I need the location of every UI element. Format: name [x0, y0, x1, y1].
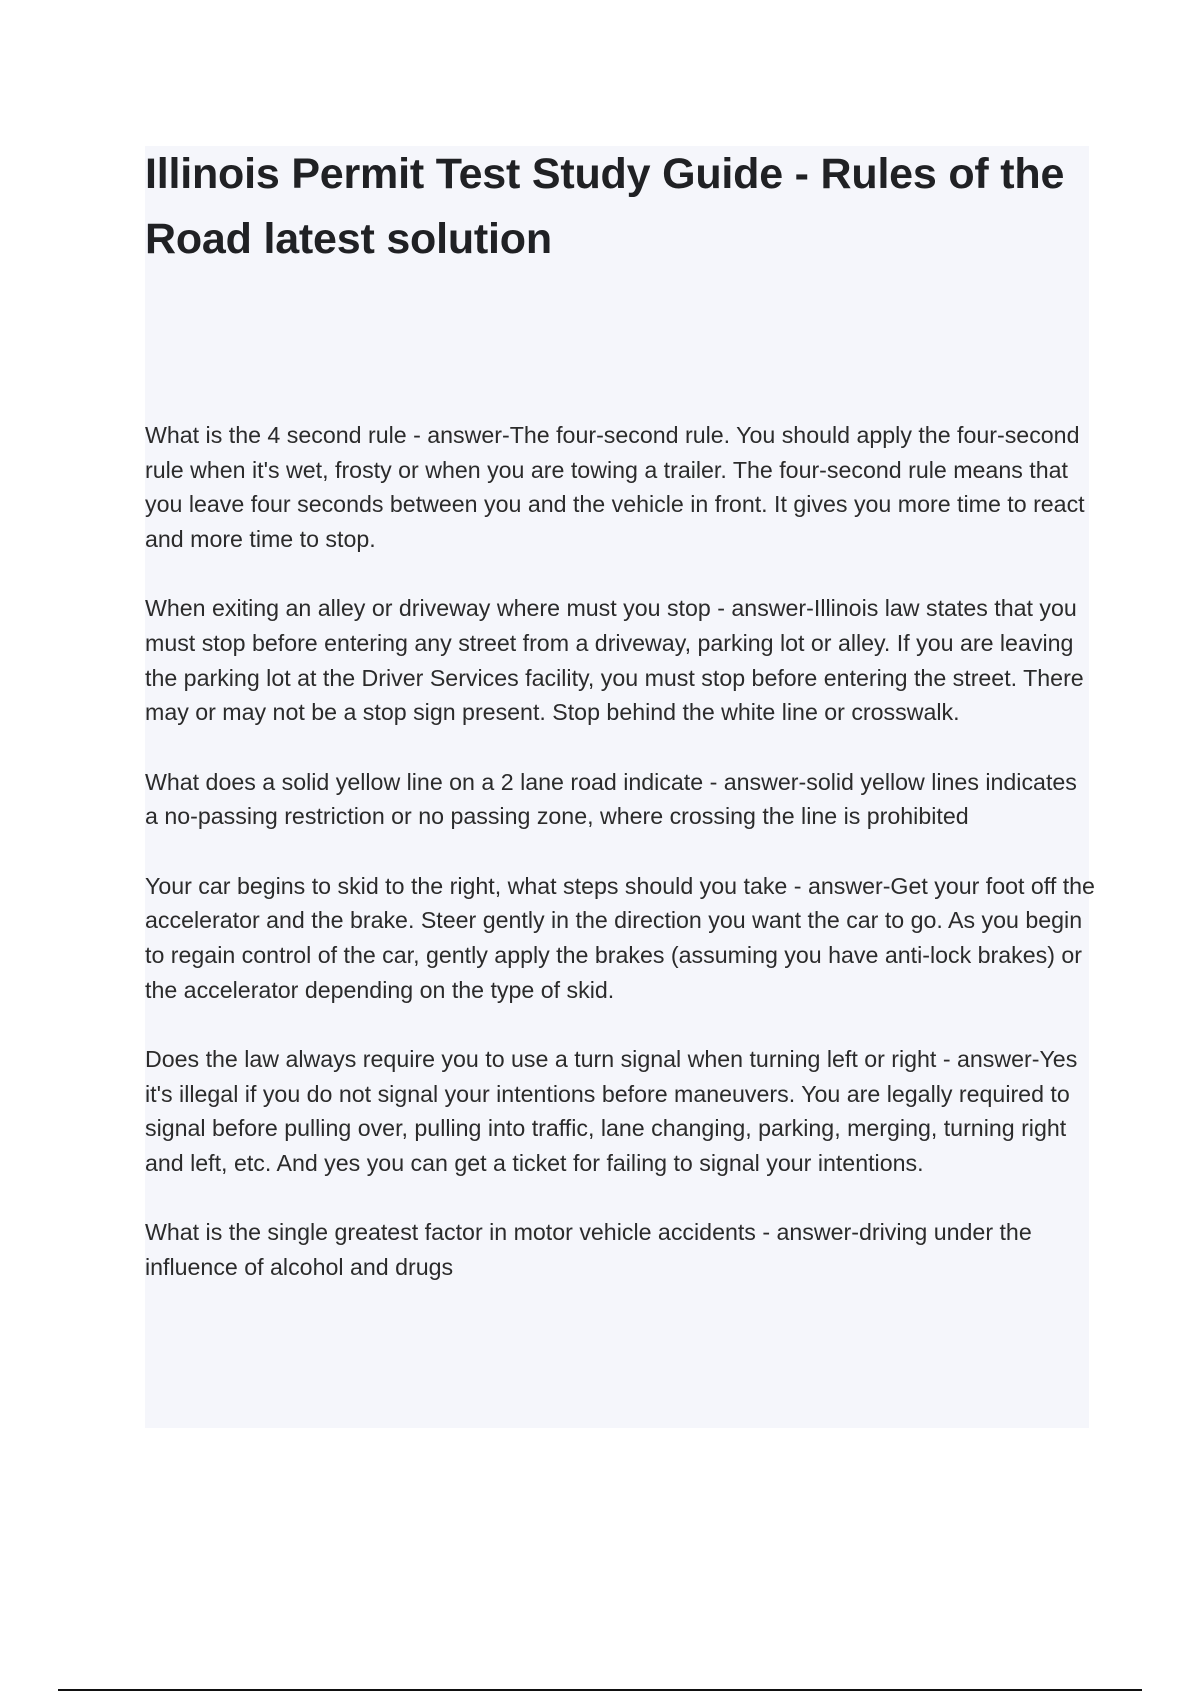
- question-text: When exiting an alley or driveway where must you stop: [145, 595, 711, 622]
- qa-item-skid-right: [145, 869, 1095, 1008]
- qa-item-four-second-rule: [145, 418, 1095, 557]
- answer-separator: - answer-: [787, 872, 891, 899]
- answer-text: driving under the influence of alcohol and drugs: [145, 1219, 1032, 1280]
- answer-separator: - answer-: [755, 1219, 859, 1246]
- answer-text: Get your foot off the accelerator and the brake. Steer gently in the direction you want the car to go. As you begin to regain control of the car, gently apply the brakes (assuming you have anti-lock brakes) or the accelerator depending on the type of skid.: [145, 872, 1095, 1003]
- answer-separator: - answer-: [710, 595, 814, 622]
- question-text: Does the law always require you to use a turn signal when turning left or right: [145, 1045, 937, 1072]
- answer-separator: - answer-: [936, 1045, 1040, 1072]
- answer-text: solid yellow lines indicates a no-passing restriction or no passing zone, where crossing the line is prohibited: [145, 768, 1077, 830]
- qa-item-solid-yellow-line: [145, 765, 1095, 834]
- question-text: Your car begins to skid to the right, what steps should you take: [145, 872, 788, 899]
- qa-list: [145, 418, 1095, 1319]
- answer-text: The four-second rule. You should apply the four-second rule when it's wet, frosty or when you are towing a trailer. The four-second rule means that you leave four seconds between you and the vehicle in front. It gives you more time to react and more time to stop.: [145, 422, 1085, 553]
- answer-separator: - answer-: [703, 768, 807, 795]
- footer-divider: [58, 1689, 1142, 1691]
- answer-text: Illinois law states that you must stop before entering any street from a driveway, parking lot or alley. If you are leaving the parking lot at the Driver Services facility, you must stop before entering the street. There may or may not be a stop sign present. Stop behind the white line or crosswalk.: [145, 595, 1084, 726]
- question-text: What does a solid yellow line on a 2 lane road indicate: [145, 768, 704, 795]
- answer-text: Yes it's illegal if you do not signal your intentions before maneuvers. You are legally required to signal before pulling over, pulling into traffic, lane changing, parking, merging, turning right and left, etc. And yes you can get a ticket for failing to signal your intentions.: [145, 1045, 1078, 1176]
- question-text: What is the 4 second rule: [145, 422, 407, 448]
- answer-separator: - answer-: [406, 422, 510, 448]
- question-text: What is the single greatest factor in motor vehicle accidents: [145, 1219, 756, 1246]
- qa-item-alley-driveway: [145, 591, 1095, 730]
- page-title: Illinois Permit Test Study Guide - Rules of the Road latest solution: [145, 150, 1065, 263]
- qa-item-greatest-factor: [145, 1215, 1095, 1284]
- qa-item-turn-signal: [145, 1042, 1095, 1181]
